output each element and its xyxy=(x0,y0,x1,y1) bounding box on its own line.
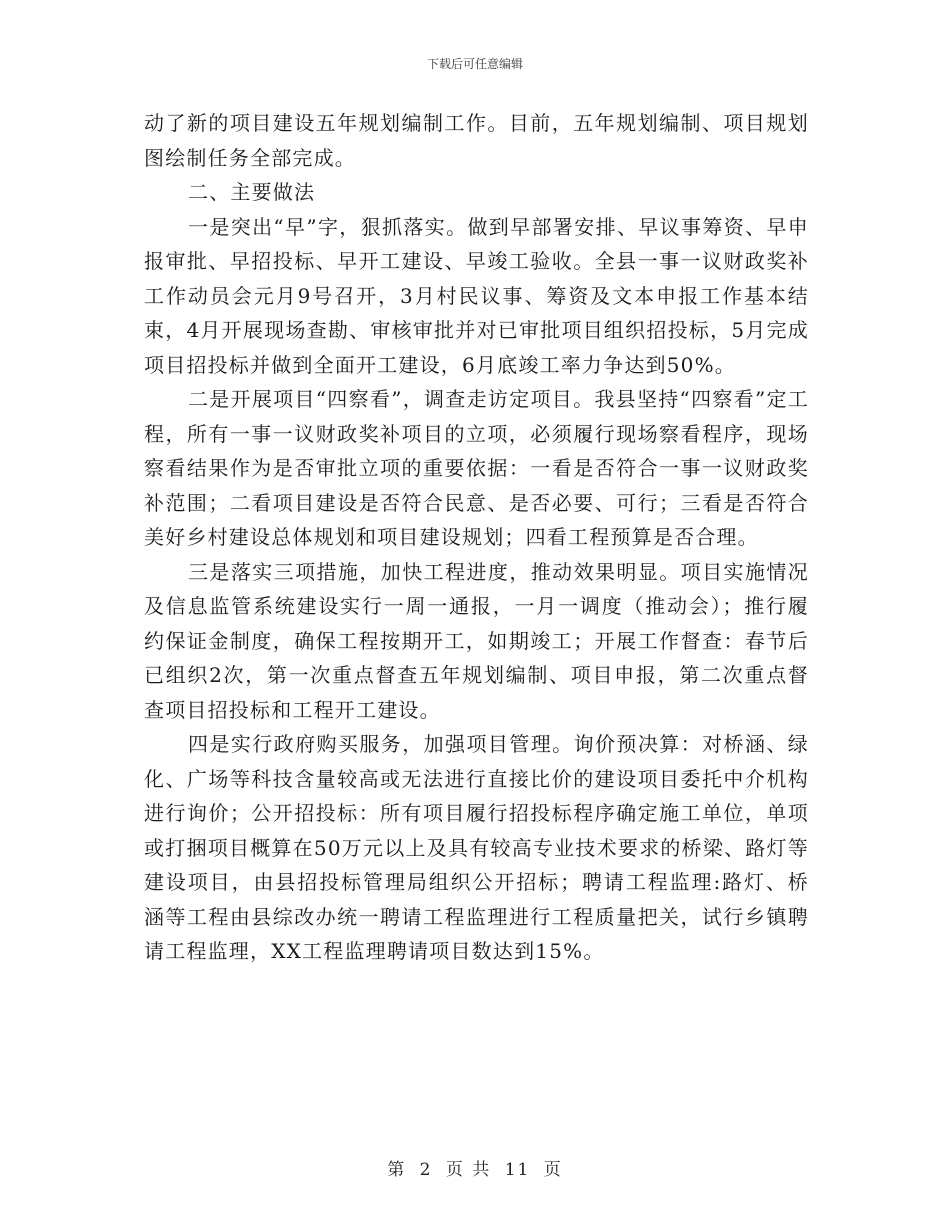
paragraph-1: 一是突出“早”字，狠抓落实。做到早部署安排、早议事筹资、早申报审批、早招投标、早开工建设、早竣工验收。全县一事一议财政奖补工作动员会元月9号召开，3月村民议事、筹资及文本申报工作基本结束，4月开展现场查勘、审核审批并对已审批项目组织招投标，5月完成项目招投标并做到全面开工建设，6月底竣工率力争达到50%。 xyxy=(144,214,809,377)
page-header: 下载后可任意编辑 xyxy=(426,57,523,71)
footer-page-number: 2 xyxy=(419,1160,433,1180)
paragraph-4: 四是实行政府购买服务，加强项目管理。询价预决算：对桥涵、绿化、广场等科技含量较高或无法进行直接比价的建设项目委托中介机构进行询价；公开招投标：所有项目履行招投标程序确定施工单位，单项或打捆项目概算在50万元以上及具有较高专业技术要求的桥梁、路灯等建设项目，由县招投标管理局组织公开招标；聘请工程监理:路灯、桥涵等工程由县综改办统一聘请工程监理进行工程质量把关，试行乡镇聘请工程监理，XX工程监理聘请项目数达到15%。 xyxy=(144,732,809,963)
page-footer xyxy=(0,1155,950,1180)
footer-prefix: 第 xyxy=(387,1160,407,1180)
document-body xyxy=(144,106,809,969)
paragraph-3: 三是落实三项措施，加快工程进度，推动效果明显。项目实施情况及信息监管系统建设实行一周一通报，一月一调度（推动会）；推行履约保证金制度，确保工程按期开工，如期竣工；开展工作督查：春节后已组织2次，第一次重点督查五年规划编制、项目申报，第二次重点督查项目招投标和工程开工建设。 xyxy=(144,559,809,722)
paragraph-2: 二是开展项目“四察看”，调查走访定项目。我县坚持“四察看”定工程，所有一事一议财政奖补项目的立项，必须履行现场察看程序，现场察看结果作为是否审批立项的重要依据：一看是否符合一事一议财政奖补范围；二看项目建设是否符合民意、是否必要、可行；三看是否符合美好乡村建设总体规划和项目建设规划；四看工程预算是否合理。 xyxy=(144,387,809,549)
footer-middle: 页 共 xyxy=(445,1160,492,1180)
section-heading: 二、主要做法 xyxy=(188,180,316,204)
footer-total-pages: 11 xyxy=(504,1160,531,1180)
footer-suffix: 页 xyxy=(543,1160,563,1180)
paragraph-continuation: 动了新的项目建设五年规划编制工作。目前，五年规划编制、项目规划图绘制任务全部完成。 xyxy=(144,111,809,170)
